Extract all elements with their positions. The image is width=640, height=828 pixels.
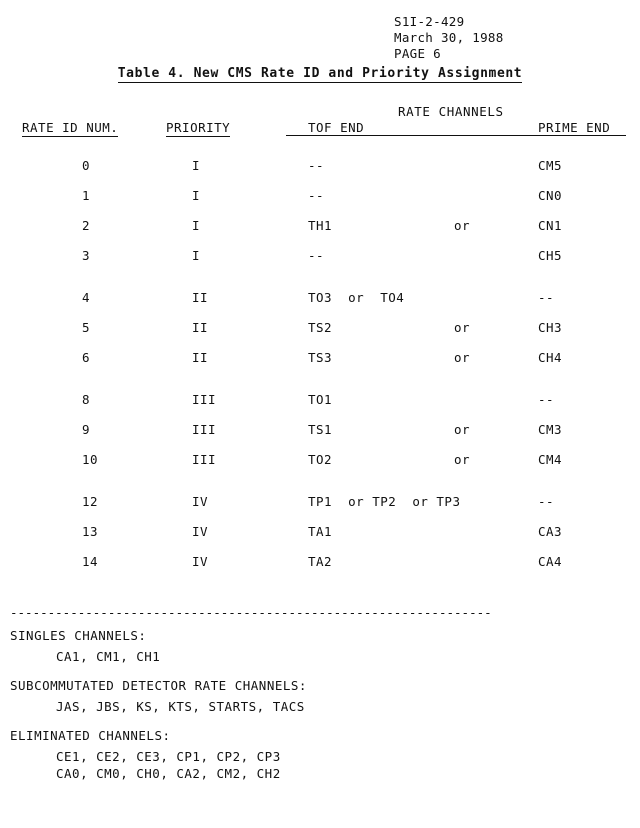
subcommutated-channels-values: JAS, JBS, KS, KTS, STARTS, TACS: [56, 699, 305, 714]
column-header-rule: [286, 135, 626, 136]
table-row: [22, 422, 630, 452]
eliminated-channels-values-line1: CE1, CE2, CE3, CP1, CP2, CP3: [56, 749, 281, 764]
cell-priority: III: [192, 452, 217, 467]
cell-tof-end: --: [308, 248, 325, 263]
cell-rate-id: 3: [82, 248, 91, 263]
cell-tof-end: --: [308, 158, 325, 173]
singles-channels-values: CA1, CM1, CH1: [56, 649, 161, 664]
table-row: [22, 218, 630, 248]
cell-tof-end: TA2: [308, 554, 333, 569]
subcommutated-channels-label: SUBCOMMUTATED DETECTOR RATE CHANNELS:: [10, 678, 307, 693]
cell-rate-id: 5: [82, 320, 91, 335]
cell-rate-id: 2: [82, 218, 91, 233]
footer-notes: [10, 628, 634, 781]
column-header-rate-id: RATE ID NUM.: [22, 120, 119, 135]
cell-priority: III: [192, 392, 217, 407]
cell-tof-end: TO1: [308, 392, 333, 407]
cell-or: or: [454, 350, 471, 365]
cell-rate-id: 13: [82, 524, 99, 539]
table-row: [22, 392, 630, 422]
cell-tof-end: --: [308, 188, 325, 203]
cell-rate-id: 6: [82, 350, 91, 365]
cell-prime-end: CA4: [538, 554, 563, 569]
cell-or: or: [454, 422, 471, 437]
cell-prime-end: CH5: [538, 248, 563, 263]
cell-priority: I: [192, 158, 201, 173]
cell-prime-end: CN0: [538, 188, 563, 203]
section-divider: ----------------------------------------------------------------: [10, 605, 492, 620]
cell-prime-end: CM5: [538, 158, 563, 173]
cell-or: or: [454, 320, 471, 335]
cell-rate-id: 8: [82, 392, 91, 407]
cell-priority: II: [192, 350, 209, 365]
table-row: [22, 554, 630, 584]
cell-tof-end: TA1: [308, 524, 333, 539]
cell-rate-id: 14: [82, 554, 99, 569]
cell-priority: IV: [192, 524, 209, 539]
cell-prime-end: CA3: [538, 524, 563, 539]
cell-prime-end: CM3: [538, 422, 563, 437]
cell-prime-end: --: [538, 290, 555, 305]
table-row: [22, 452, 630, 494]
cell-tof-end: TO3 or TO4: [308, 290, 405, 305]
cell-priority: IV: [192, 554, 209, 569]
cell-priority: II: [192, 290, 209, 305]
table-row: [22, 320, 630, 350]
table-row: [22, 290, 630, 320]
cell-priority: II: [192, 320, 209, 335]
cell-priority: I: [192, 188, 201, 203]
document-header: [394, 14, 504, 62]
cell-rate-id: 4: [82, 290, 91, 305]
cell-tof-end: TO2: [308, 452, 333, 467]
table-row: [22, 248, 630, 290]
cell-priority: I: [192, 248, 201, 263]
cell-prime-end: CN1: [538, 218, 563, 233]
cell-tof-end: TS3: [308, 350, 333, 365]
cell-priority: IV: [192, 494, 209, 509]
document-date: March 30, 1988: [394, 30, 504, 45]
cell-or: or: [454, 218, 471, 233]
singles-channels-label: SINGLES CHANNELS:: [10, 628, 147, 643]
cell-tof-end: TS1: [308, 422, 333, 437]
column-header-priority: PRIORITY: [166, 120, 231, 135]
table-body: [22, 158, 630, 584]
column-header-prime-end: PRIME END: [538, 120, 611, 135]
table-row: [22, 524, 630, 554]
eliminated-channels-values-line2: CA0, CM0, CH0, CA2, CM2, CH2: [56, 766, 281, 781]
table-title: [0, 66, 640, 81]
cell-priority: III: [192, 422, 217, 437]
cell-rate-id: 1: [82, 188, 91, 203]
cell-rate-id: 10: [82, 452, 99, 467]
cell-rate-id: 0: [82, 158, 91, 173]
document-number: S1I-2-429: [394, 14, 465, 29]
cell-priority: I: [192, 218, 201, 233]
column-header-tof-end: TOF END: [308, 120, 365, 135]
table-row: [22, 494, 630, 524]
table-row: [22, 188, 630, 218]
cell-prime-end: CH3: [538, 320, 563, 335]
cell-or: or: [454, 452, 471, 467]
eliminated-channels-label: ELIMINATED CHANNELS:: [10, 728, 171, 743]
cell-tof-end: TS2: [308, 320, 333, 335]
cell-tof-end: TP1 or TP2 or TP3: [308, 494, 461, 509]
cell-prime-end: CH4: [538, 350, 563, 365]
rate-channels-group-header: RATE CHANNELS: [398, 104, 504, 119]
cell-prime-end: --: [538, 494, 555, 509]
cell-rate-id: 12: [82, 494, 99, 509]
cell-tof-end: TH1: [308, 218, 333, 233]
cell-rate-id: 9: [82, 422, 91, 437]
table-row: [22, 158, 630, 188]
cell-prime-end: CM4: [538, 452, 563, 467]
table-row: [22, 350, 630, 392]
table-title-text: Table 4. New CMS Rate ID and Priority Assignment: [117, 66, 523, 81]
page-number: PAGE 6: [394, 46, 441, 61]
cell-prime-end: --: [538, 392, 555, 407]
